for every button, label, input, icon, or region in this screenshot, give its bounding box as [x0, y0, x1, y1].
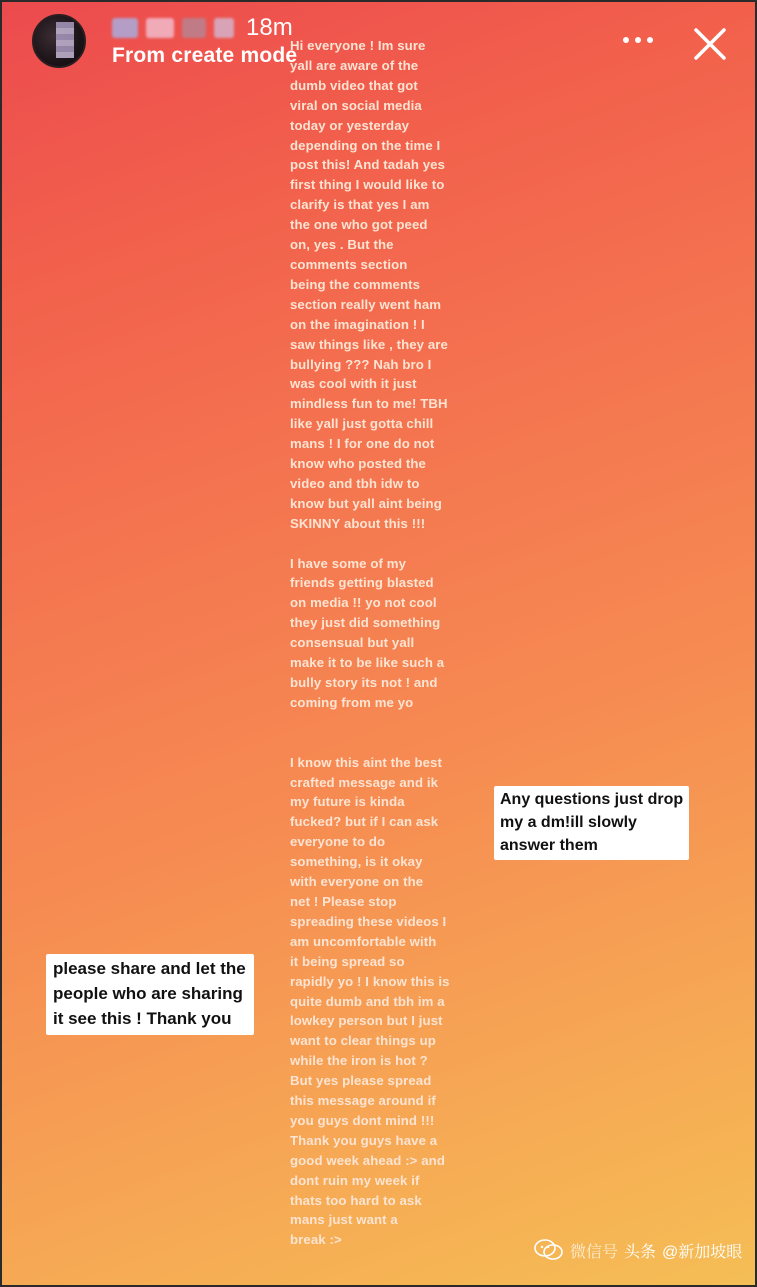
watermark-faded-text: 微信号 — [570, 1243, 619, 1261]
watermark-prefix: 头条 — [624, 1243, 657, 1261]
questions-sticker: Any questions just drop my a dm!ill slowly answer them — [494, 786, 689, 860]
username-blurred[interactable] — [112, 18, 234, 38]
story-subtitle: From create mode — [112, 44, 298, 67]
watermark — [534, 1238, 742, 1262]
avatar[interactable] — [32, 14, 86, 68]
wechat-icon — [534, 1238, 564, 1262]
story-message-text: Hi everyone ! Im sure yall are aware of the dumb video that got viral on social media today or yesterday depending on the time I post this! And tadah yes first thing I would like to clarify is that yes I am the one who got peed on, yes . But the comments section being the comments section really went ham on the imagination ! I saw things like , they are bullying ??? Nah bro I was cool with it just mindless fun to me! TBH like yall just gotta chill mans ! I for one do not know who posted the video and tbh idw to know but yall aint being SKINNY about this !!! I have some of my friends getting blasted on media !! yo not cool they just did something consensual but yall make it to be like such a bully story its not ! and coming from me yo I know this aint the best crafted message and ik my future is kinda fucked? but if I can ask everyone to do something, is it okay with everyone on the net ! Please stop spreading these videos I am uncomfortable with it being spread so rapidly yo ! I know this is quite dumb and tbh im a lowkey person but I just want to clear things up while the iron is hot ? But yes please spread this message around if you guys dont mind !!! Thank you guys have a good week ahead :> and dont ruin my week if thats too hard to ask mans just want a break :> — [290, 38, 450, 1248]
share-request-sticker: please share and let the people who are sharing it see this ! Thank you — [46, 954, 254, 1035]
close-icon[interactable] — [690, 24, 730, 64]
watermark-handle: @新加坡眼 — [662, 1243, 743, 1261]
post-time: 18m — [246, 14, 293, 41]
more-dots-icon[interactable] — [620, 28, 656, 52]
